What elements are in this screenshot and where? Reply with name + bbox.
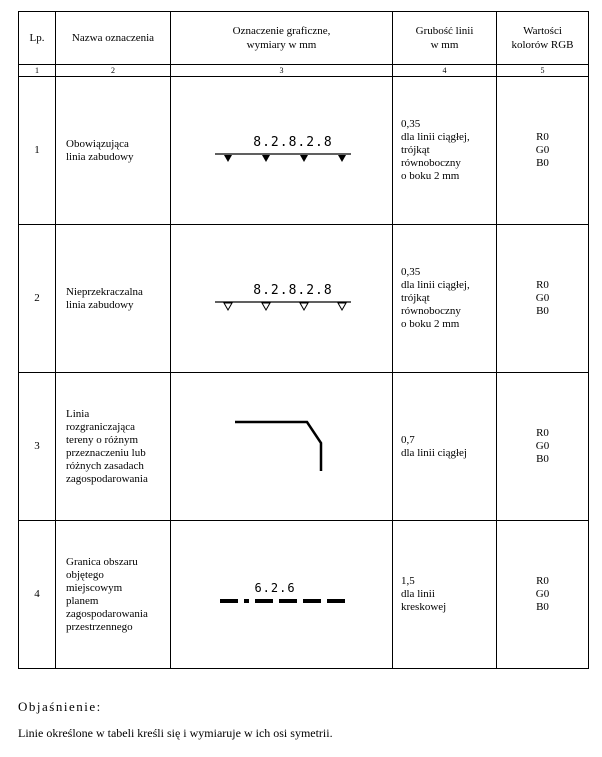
dash-segment bbox=[255, 599, 273, 603]
symbol-name: Granica obszaru objętego miejscowym planem zagospodarowania przestrzennego bbox=[56, 521, 171, 669]
note-text: Linie określone w tabeli kreśli się i wymiaruje w ich osi symetrii. bbox=[18, 726, 333, 740]
boundary-line bbox=[235, 422, 321, 471]
mandatory-building-line-symbol bbox=[171, 121, 393, 181]
line-thickness: 0,35 dla linii ciągłej, trójkąt równoboczny o boku 2 mm bbox=[393, 77, 497, 225]
open-triangle bbox=[300, 303, 308, 310]
column-number-row bbox=[19, 65, 589, 77]
row-number: 1 bbox=[19, 77, 56, 225]
open-triangle bbox=[262, 303, 270, 310]
line-thickness: 0,7 dla linii ciągłej bbox=[393, 373, 497, 521]
filled-triangle bbox=[300, 155, 308, 162]
table-row bbox=[19, 373, 589, 521]
column-number: 2 bbox=[56, 65, 171, 77]
line-thickness: 0,35 dla linii ciągłej, trójkąt równoboczny o boku 2 mm bbox=[393, 225, 497, 373]
rgb-values: R0 G0 B0 bbox=[497, 77, 589, 225]
header-thickness: Grubość linii w mm bbox=[393, 12, 497, 65]
column-number: 1 bbox=[19, 65, 56, 77]
header-graphic: Oznaczenie graficzne, wymiary w mm bbox=[171, 12, 393, 65]
line-thickness: 1,5 dla linii kreskowej bbox=[393, 521, 497, 669]
table-row bbox=[19, 225, 589, 373]
column-number: 5 bbox=[497, 65, 589, 77]
row-number: 4 bbox=[19, 521, 56, 669]
symbol-name: Obowiązująca linia zabudowy bbox=[56, 77, 171, 225]
column-number: 4 bbox=[393, 65, 497, 77]
header-rgb: Wartości kolorów RGB bbox=[497, 12, 589, 65]
dash-segment bbox=[244, 599, 249, 603]
rgb-values: R0 G0 B0 bbox=[497, 521, 589, 669]
table-row bbox=[19, 521, 589, 669]
note-title: Objaśnienie: bbox=[18, 699, 102, 714]
open-triangle bbox=[224, 303, 232, 310]
rgb-values: R0 G0 B0 bbox=[497, 225, 589, 373]
dimension-label: 8.2.8.2.8 bbox=[253, 134, 333, 150]
dash-segment bbox=[327, 599, 345, 603]
boundary-line-symbol bbox=[171, 412, 393, 482]
header-lp: Lp. bbox=[19, 12, 56, 65]
symbol-graphic bbox=[171, 373, 393, 521]
rgb-values: R0 G0 B0 bbox=[497, 373, 589, 521]
non-exceedable-building-line-symbol bbox=[171, 269, 393, 329]
symbol-graphic bbox=[171, 77, 393, 225]
table-row bbox=[19, 77, 589, 225]
symbol-name: Nieprzekraczalna linia zabudowy bbox=[56, 225, 171, 373]
dimension-label: 8.2.8.2.8 bbox=[253, 282, 333, 298]
dash-segment bbox=[220, 599, 238, 603]
legend-table bbox=[18, 11, 589, 669]
header-name: Nazwa oznaczenia bbox=[56, 12, 171, 65]
header-row bbox=[19, 12, 589, 65]
column-number: 3 bbox=[171, 65, 393, 77]
row-number: 2 bbox=[19, 225, 56, 373]
symbol-graphic bbox=[171, 521, 393, 669]
dash-segment bbox=[303, 599, 321, 603]
symbol-graphic bbox=[171, 225, 393, 373]
filled-triangle bbox=[338, 155, 346, 162]
row-number: 3 bbox=[19, 373, 56, 521]
symbol-name: Linia rozgraniczająca tereny o różnym przeznaczeniu lub różnych zasadach zagospodarowania bbox=[56, 373, 171, 521]
dash-segment bbox=[279, 599, 297, 603]
dimension-label: 6.2.6 bbox=[254, 580, 296, 595]
filled-triangle bbox=[262, 155, 270, 162]
filled-triangle bbox=[224, 155, 232, 162]
open-triangle bbox=[338, 303, 346, 310]
plan-boundary-symbol bbox=[171, 575, 393, 615]
